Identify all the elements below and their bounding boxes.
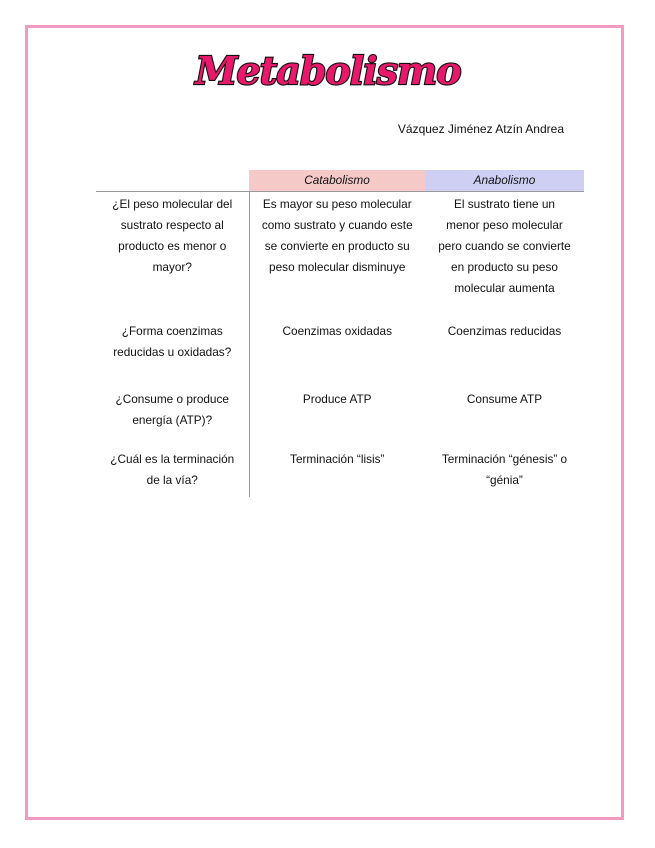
author-name: Vázquez Jiménez Atzín Andrea <box>397 122 564 136</box>
answer-line: peso molecular disminuye <box>269 260 406 274</box>
page-title <box>168 40 488 102</box>
catabolismo-cell <box>249 321 425 389</box>
question-cell <box>96 449 249 497</box>
catabolismo-cell <box>249 449 425 497</box>
answer-line: molecular aumenta <box>454 281 555 295</box>
catabolismo-cell <box>249 389 425 449</box>
table-row <box>96 449 584 497</box>
answer-line: pero cuando se convierte <box>438 239 571 253</box>
table-row <box>96 389 584 449</box>
question-line: ¿El peso molecular del <box>112 197 233 211</box>
title-container <box>0 40 655 107</box>
answer-line: Consume ATP <box>466 392 543 406</box>
answer-line: Terminación “génesis” o <box>441 452 568 466</box>
question-line: ¿Consume o produce <box>115 392 229 406</box>
question-line: ¿Cuál es la terminación <box>110 452 235 466</box>
question-line: ¿Forma coenzimas <box>121 324 223 338</box>
answer-line: El sustrato tiene un <box>454 197 555 211</box>
question-cell <box>96 321 249 389</box>
question-line: producto es menor o <box>118 239 227 253</box>
answer-line: “génia” <box>486 473 523 487</box>
answer-line: Coenzimas oxidadas <box>282 324 392 338</box>
header-catabolismo: Catabolismo <box>249 170 425 192</box>
catabolismo-cell <box>249 192 425 322</box>
answer-line: se convierte en producto su <box>264 239 410 253</box>
question-line: de la vía? <box>146 473 198 487</box>
question-line: reducidas u oxidadas? <box>113 345 232 359</box>
question-cell <box>96 192 249 322</box>
anabolismo-cell <box>425 192 584 322</box>
answer-line: Es mayor su peso molecular <box>262 197 412 211</box>
table-row <box>96 321 584 389</box>
answer-line: como sustrato y cuando este <box>261 218 413 232</box>
question-line: energía (ATP)? <box>132 413 213 427</box>
comparison-table <box>96 170 584 497</box>
table-row <box>96 192 584 322</box>
answer-line: Coenzimas reducidas <box>447 324 562 338</box>
answer-line: menor peso molecular <box>446 218 563 232</box>
table-header-row <box>96 170 584 192</box>
anabolismo-cell <box>425 389 584 449</box>
anabolismo-cell <box>425 321 584 389</box>
answer-line: Terminación “lisis” <box>290 452 385 466</box>
answer-line: Produce ATP <box>302 392 372 406</box>
header-blank <box>96 170 249 192</box>
anabolismo-cell <box>425 449 584 497</box>
title-text: Metabolismo <box>194 48 461 93</box>
question-line: mayor? <box>152 260 192 274</box>
question-cell <box>96 389 249 449</box>
answer-line: en producto su peso <box>451 260 558 274</box>
header-anabolismo: Anabolismo <box>425 170 584 192</box>
question-line: sustrato respecto al <box>120 218 224 232</box>
